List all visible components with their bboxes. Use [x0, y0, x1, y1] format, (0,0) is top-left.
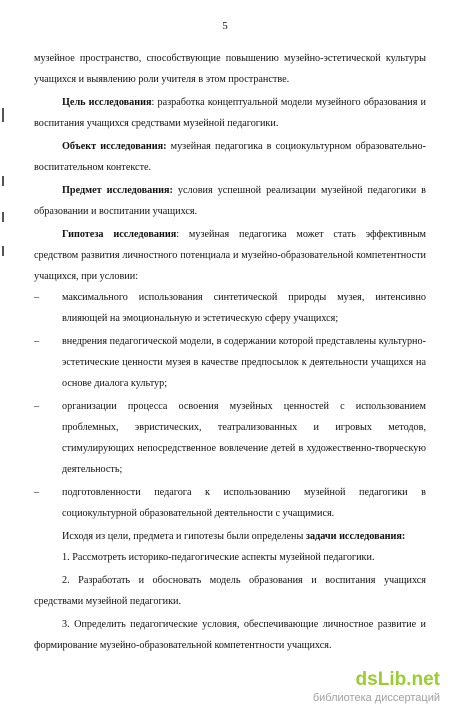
hypothesis-text: : музейная педагогика может стать эффективным средством развития личностного потенциала и музейно-образовательной компетентности учащихся, при условии: — [34, 229, 426, 282]
dash-marker: – — [34, 292, 40, 303]
task-item: 3. Определить педагогические условия, обеспечивающие личностное развитие и формирование музейно-образовательной компетентности учащихся. — [34, 619, 426, 651]
subject-text: условия успешной реализации музейной педагогики в образовании и воспитании учащихся. — [34, 185, 426, 217]
object-text: музейная педагогика в социокультурном образовательно-воспитательном контексте. — [34, 141, 426, 173]
dash-marker: – — [34, 401, 40, 412]
dash-marker: – — [34, 336, 40, 347]
dash-marker: – — [34, 487, 40, 498]
list-item — [34, 482, 426, 524]
paragraph-hypothesis — [34, 224, 426, 287]
watermark — [270, 669, 440, 705]
list-item — [34, 287, 426, 329]
paragraph-tasks-intro — [34, 526, 426, 547]
object-label: Объект исследования: — [62, 141, 167, 152]
scan-mark — [2, 212, 4, 222]
paragraph-goal — [34, 92, 426, 134]
list-item-text: организации процесса освоения музейных ценностей с использованием проблемных, эвристических, театрализованных и игровых методов, стимулирующих непосредственное вовлечение детей в художественно-творческую деятельность; — [62, 401, 426, 475]
paragraph-subject — [34, 180, 426, 222]
paragraph-object — [34, 136, 426, 178]
scan-mark — [2, 108, 4, 122]
list-item-text: внедрения педагогической модели, в содержании которой представлены культурно-эстетические ценности музея в качестве предпосылок к деятельности учащихся на основе диалога культур; — [62, 336, 426, 389]
subject-label: Предмет исследования: — [62, 185, 173, 196]
scan-mark — [2, 176, 4, 186]
list-item — [34, 396, 426, 480]
document-body — [34, 48, 426, 658]
paragraph-intro: музейное пространство, способствующие повышению музейно-эстетической культуры учащихся и выявлению роли учителя в этом пространстве. — [34, 53, 426, 85]
list-item — [34, 331, 426, 394]
scan-mark — [2, 246, 4, 256]
tasks-intro-text: Исходя из цели, предмета и гипотезы были определены — [62, 531, 306, 542]
goal-text: : разработка концептуальной модели музейного образования и воспитания учащихся средствами музейной педагогики. — [34, 97, 427, 129]
watermark-logo: dsLib.net — [355, 669, 440, 690]
task-item: 1. Рассмотреть историко-педагогические аспекты музейной педагогики. — [62, 552, 375, 563]
watermark-tagline: библиотека диссертаций — [312, 692, 440, 704]
goal-label: Цель исследования — [62, 97, 152, 108]
page-number: 5 — [222, 20, 228, 32]
task-item: 2. Разработать и обосновать модель образования и воспитания учащихся средствами музейной педагогики. — [34, 575, 426, 607]
hypothesis-label: Гипотеза исследования — [62, 229, 177, 240]
list-item-text: подготовленности педагога к использованию музейной педагогики в социокультурной образовательной деятельности с учащимися. — [62, 487, 426, 519]
list-item-text: максимального использования синтетической природы музея, интенсивно влияющей на эмоциональную и эстетическую сферу учащихся; — [62, 292, 426, 324]
tasks-label: задачи исследования: — [305, 531, 406, 542]
